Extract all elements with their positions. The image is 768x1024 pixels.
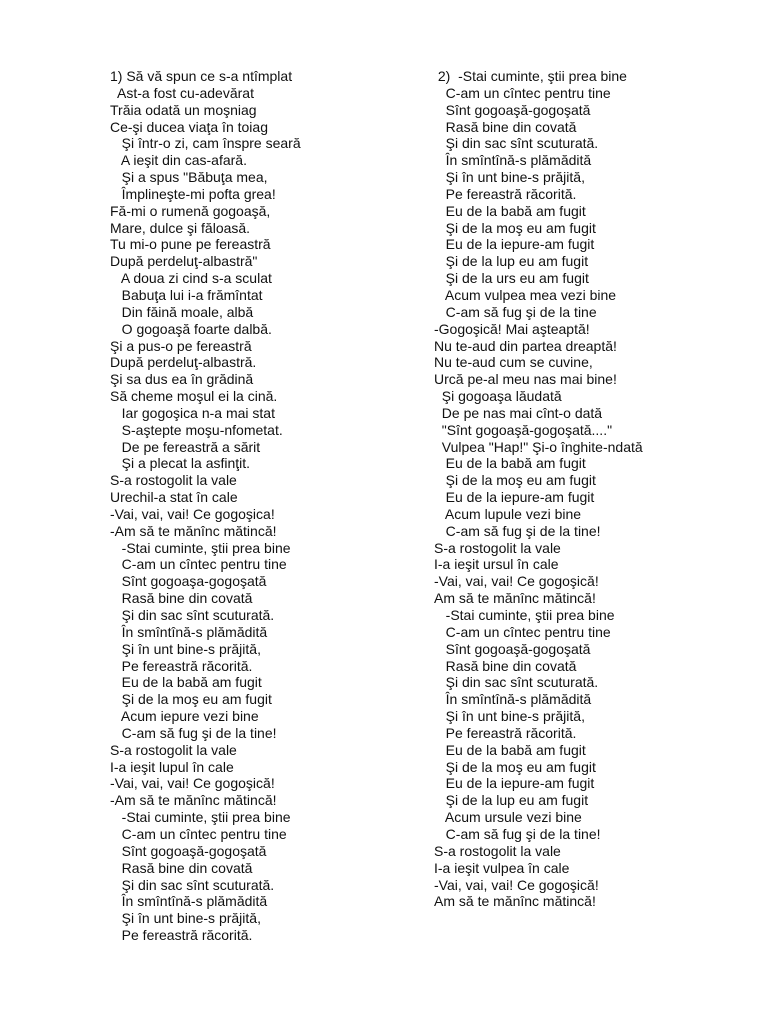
poem-line: -Stai cuminte, ştii prea bine	[110, 809, 291, 826]
poem-line: Şi din sac sînt scuturată.	[110, 607, 275, 623]
poem-line: S-a rostogolit la vale	[434, 539, 561, 556]
poem-line: Sînt gogoaşa-gogoşată	[110, 573, 267, 590]
poem-line: Acum lupule vezi bine	[434, 505, 582, 522]
poem-line: Şi de la lup eu am fugit	[434, 253, 589, 270]
poem-line: C-am un cîntec pentru tine	[434, 623, 611, 640]
poem-line: Şi a plecat la asfinţit.	[110, 455, 251, 472]
poem-line: Şi de la lup eu am fugit	[434, 792, 589, 809]
poem-line: În smîntînă-s plămădită	[110, 893, 268, 910]
poem-line: Sînt gogoaşă-gogoşată	[434, 101, 591, 118]
poem-line: Şi de la moş eu am fugit	[434, 758, 596, 775]
poem-line: C-am să fug şi de la tine!	[110, 724, 277, 741]
poem-line: Împlineşte-mi pofta grea!	[110, 185, 276, 202]
poem-line: Am să te mănînc mătincă!	[434, 590, 596, 607]
poem-line: Acum vulpea mea vezi bine	[434, 286, 617, 303]
poem-line: A ieşit din cas-afară.	[110, 152, 247, 169]
poem-line: 2) -Stai cuminte, ştii prea bine	[434, 68, 627, 84]
poem-line: Şi într-o zi, cam înspre seară	[110, 135, 301, 152]
poem-line: Tu mi-o pune pe fereastră	[110, 236, 271, 253]
poem-line: Eu de la iepure-am fugit	[434, 775, 595, 792]
poem-column-right	[434, 68, 754, 910]
poem-line: Şi de la moş eu am fugit	[434, 472, 596, 489]
poem-line: "Sînt gogoaşă-gogoşată...."	[434, 421, 613, 438]
poem-line: Am să te mănînc mătincă!	[434, 893, 596, 910]
poem-line: Rasă bine din covată	[434, 657, 577, 674]
poem-line: Eu de la iepure-am fugit	[434, 236, 595, 253]
poem-line: Şi din sac sînt scuturată.	[110, 876, 275, 893]
poem-line: C-am un cîntec pentru tine	[110, 825, 287, 842]
poem-line: S-a rostogolit la vale	[110, 472, 237, 489]
poem-line: Trăia odată un moşniag	[110, 101, 257, 118]
poem-line: Şi în unt bine-s prăjită,	[110, 640, 261, 657]
poem-line: I-a ieşit ursul în cale	[434, 556, 559, 573]
poem-line: Fă-mi o rumenă gogoaşă,	[110, 202, 271, 219]
poem-line: Ce-şi ducea viaţa în toiag	[110, 118, 268, 135]
poem-line: Pe fereastră răcorită.	[110, 927, 253, 944]
poem-line: Babuţa lui i-a frămîntat	[110, 286, 263, 303]
poem-line: -Vai, vai, vai! Ce gogoşica!	[110, 505, 275, 522]
poem-line: -Stai cuminte, ştii prea bine	[110, 539, 291, 556]
poem-line: După perdeluţ-albastră.	[110, 354, 257, 371]
poem-line: În smîntînă-s plămădită	[110, 623, 268, 640]
poem-line: -Am să te mănînc mătincă!	[110, 792, 277, 809]
poem-line: S-aştepte moşu-nfometat.	[110, 421, 283, 438]
poem-line: I-a ieşit lupul în cale	[110, 758, 234, 775]
poem-line: Din făină moale, albă	[110, 303, 254, 320]
poem-line: A doua zi cind s-a sculat	[110, 270, 272, 287]
poem-line: -Vai, vai, vai! Ce gogoşică!	[110, 775, 275, 792]
poem-line: Urcă pe-al meu nas mai bine!	[434, 371, 617, 388]
poem-line: După perdeluţ-albastră"	[110, 253, 258, 270]
poem-line: În smîntînă-s plămădită	[434, 691, 592, 708]
poem-line: -Vai, vai, vai! Ce gogoşică!	[434, 876, 599, 893]
poem-line: Eu de la babă am fugit	[434, 455, 586, 472]
poem-line: De pe fereastră a sărit	[110, 438, 261, 455]
poem-line: Şi de la moş eu am fugit	[434, 219, 596, 236]
poem-line: Şi din sac sînt scuturată.	[434, 135, 599, 152]
poem-line: O gogoaşă foarte dalbă.	[110, 320, 272, 337]
poem-line: Eu de la babă am fugit	[434, 741, 586, 758]
poem-line: În smîntînă-s plămădită	[434, 152, 592, 169]
poem-line: Rasă bine din covată	[110, 859, 253, 876]
poem-line: Acum iepure vezi bine	[110, 708, 259, 725]
poem-line: 1) Să vă spun ce s-a ntîmplat	[110, 68, 293, 84]
poem-line: Eu de la babă am fugit	[434, 202, 586, 219]
poem-line: Sînt gogoaşă-gogoşată	[110, 842, 267, 859]
poem-line: Şi din sac sînt scuturată.	[434, 674, 599, 691]
poem-line: -Stai cuminte, ştii prea bine	[434, 607, 615, 623]
poem-line: Şi sa dus ea în grădină	[110, 371, 254, 388]
poem-line: I-a ieşit vulpea în cale	[434, 859, 570, 876]
poem-line: Şi gogoaşa lăudată	[434, 388, 562, 405]
poem-line: Şi în unt bine-s prăjită,	[434, 169, 585, 186]
poem-line: Şi de la moş eu am fugit	[110, 691, 272, 708]
poem-line: Nu te-aud din partea dreaptă!	[434, 337, 617, 354]
poem-line: Mare, dulce şi făloasă.	[110, 219, 251, 236]
poem-line: C-am un cîntec pentru tine	[434, 84, 611, 101]
poem-line: Şi a pus-o pe fereastră	[110, 337, 252, 354]
poem-line: C-am să fug şi de la tine!	[434, 522, 601, 539]
poem-line: S-a rostogolit la vale	[434, 842, 561, 859]
poem-line: Pe fereastră răcorită.	[434, 185, 577, 202]
poem-line: -Gogoşică! Mai aşteaptă!	[434, 320, 590, 337]
poem-line: Şi de la urs eu am fugit	[434, 270, 589, 287]
poem-line: Eu de la iepure-am fugit	[434, 489, 595, 506]
poem-line: Acum ursule vezi bine	[434, 809, 582, 826]
poem-line: Să cheme moşul ei la cină.	[110, 388, 278, 405]
poem-column-left	[110, 68, 410, 944]
poem-line: Rasă bine din covată	[434, 118, 577, 135]
poem-line: Iar gogoşica n-a mai stat	[110, 404, 275, 421]
poem-line: Pe fereastră răcorită.	[434, 724, 577, 741]
poem-line: C-am un cîntec pentru tine	[110, 556, 287, 573]
poem-line: Rasă bine din covată	[110, 590, 253, 607]
poem-line: C-am să fug şi de la tine	[434, 303, 597, 320]
poem-line: C-am să fug şi de la tine!	[434, 825, 601, 842]
poem-line: Urechil-a stat în cale	[110, 489, 238, 506]
poem-line: Şi în unt bine-s prăjită,	[434, 708, 585, 725]
poem-line: De pe nas mai cînt-o dată	[434, 404, 603, 421]
poem-line: Şi în unt bine-s prăjită,	[110, 910, 261, 927]
poem-line: Ast-a fost cu-adevărat	[110, 84, 254, 101]
poem-line: -Am să te mănînc mătincă!	[110, 522, 277, 539]
poem-line: Vulpea "Hap!" Şi-o înghite-ndată	[434, 438, 643, 455]
poem-line: Eu de la babă am fugit	[110, 674, 262, 691]
poem-line: Sînt gogoaşă-gogoşată	[434, 640, 591, 657]
poem-line: Şi a spus "Băbuţa mea,	[110, 169, 268, 186]
poem-line: Pe fereastră răcorită.	[110, 657, 253, 674]
poem-line: -Vai, vai, vai! Ce gogoşică!	[434, 573, 599, 590]
poem-line: S-a rostogolit la vale	[110, 741, 237, 758]
poem-line: Nu te-aud cum se cuvine,	[434, 354, 593, 371]
